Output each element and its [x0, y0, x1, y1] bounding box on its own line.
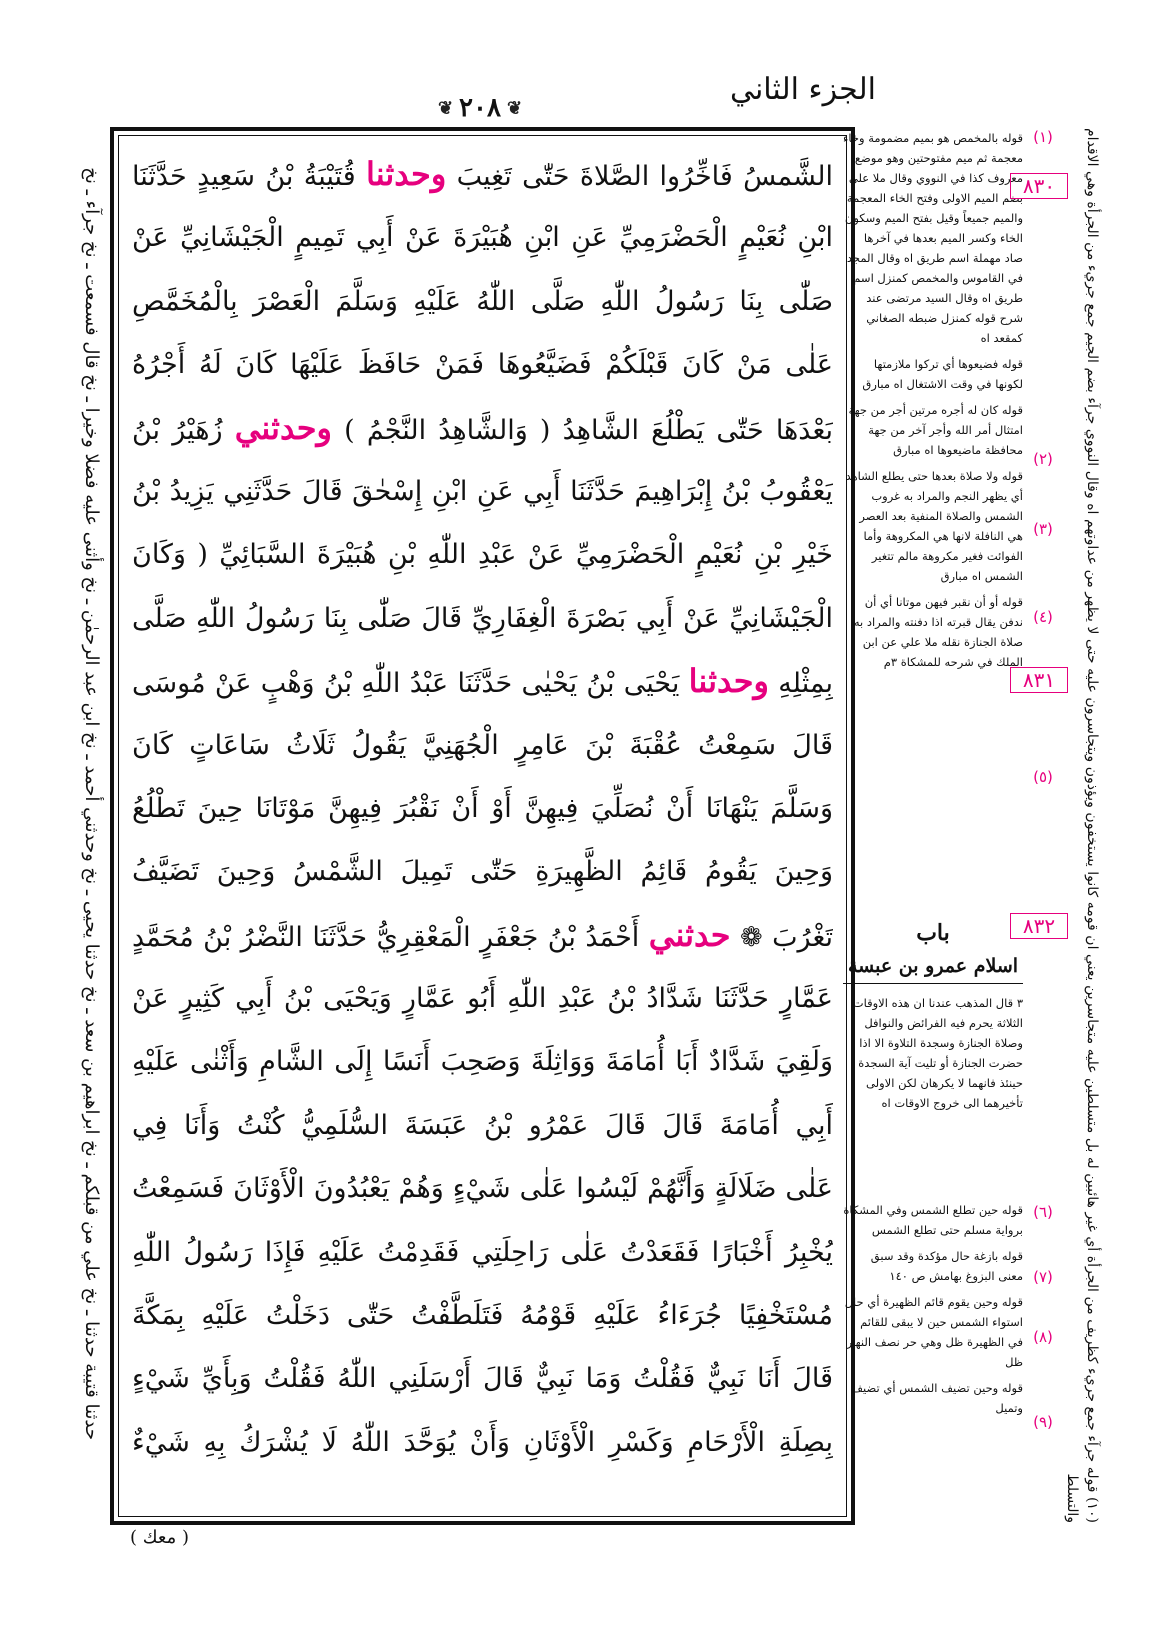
narrator-highlight: وحدثنا [688, 662, 769, 701]
text-line: عَلٰى مَنْ كَانَ قَبْلَكُمْ فَضَيَّعُوهَا فَمَنْ حَافَظَ عَلَيْهَا كَانَ لَهُ أَجْرُهُ [132, 349, 833, 381]
footnote-text: قوله فضيعوها أي تركوا ملازمتها لكونها في وقت الاشتغال اه مبارق [862, 357, 1023, 391]
chapter-note-text: ٣ قال المذهب عندنا ان هذه الاوقات الثلاثة يحرم فيه الفرائض والنوافل وصلاة الجنازة وسجدة التلاوة الا اذا حضرت الجنازة أو تليت آية السجدة حينئذ فانهما لا يكرهان لكن الاولى تأخيرهما الى خروج الاوقات اه [852, 996, 1023, 1110]
text-line: الشَّمسُ فَاخِّرُوا الصَّلاةَ حَتّٰى تَغِيبَ وحدثنا قُتَيْبَةُ بْنُ سَعِيدٍ حَدَّثَنَا [132, 155, 833, 193]
ornament-left-icon: ❦ [437, 97, 454, 119]
marker-5: (٥) [1033, 768, 1053, 786]
marker-4: (٤) [1033, 608, 1053, 626]
marker-3: (٣) [1033, 520, 1053, 538]
text-line: صَلّٰى بِنَا رَسُولُ اللّٰهِ صَلَّى اللّٰهُ عَلَيْهِ وَسَلَّمَ الْعَصْرَ بِالْمُخَمَّصِ [132, 285, 833, 317]
hadith-number-831: ٨٣١ [1010, 667, 1068, 693]
narrator-highlight: وحدثني [234, 408, 332, 447]
text-line: مُسْتَخْفِيًا جُرَءَاءُ عَلَيْهِ قَوْمُهُ فَتَلَطَّفْتُ حَتّٰى دَخَلْتُ عَلَيْهِ بِمَكَّةَ [132, 1300, 833, 1332]
page-number-text: ٢٠٨ [459, 93, 501, 123]
footnotes-column-2 [843, 1200, 1023, 1424]
narrator-highlight: حدثني [648, 915, 731, 954]
marker-2: (٢) [1033, 450, 1053, 468]
marker-6: (٦) [1033, 1203, 1053, 1221]
text-line: بِمِثْلِهِ وحدثنا يَحْيَى بْنُ يَحْيٰى حَدَّثَنَا عَبْدُ اللّٰهِ بْنُ وَهْبٍ عَنْ مُوسَى [132, 662, 833, 701]
text-line: وَحِينَ يَقُومُ قَائِمُ الظَّهِيرَةِ حَتّٰى تَمِيلَ الشَّمْسُ وَحِينَ تَضَيَّفُ [132, 856, 833, 888]
right-margin-gloss [1062, 128, 1102, 1523]
volume-title: الجزء الثاني [729, 72, 876, 107]
text-line: أَبِي أُمَامَةَ قَالَ قَالَ عَمْرُو بْنُ عَبَسَةَ السُّلَمِيُّ كُنْتُ وَأَنَا فِي [132, 1109, 833, 1141]
narrator-highlight: وحدثنا [365, 155, 447, 193]
text-line: عَلٰى ضَلَالَةٍ وَأَنَّهُمْ لَيْسُوا عَلٰى شَيْءٍ وَهُمْ يَعْبُدُونَ الْأَوْثَانَ فَسَمِعْتُ [132, 1173, 833, 1205]
footnote-text: قوله بازغة حال مؤكدة وقد سبق معنى البزوغ بهامش ص ١٤٠ [870, 1249, 1023, 1283]
text-line: وَلَقِيَ شَدَّادٌ أَبَا أُمَامَةَ وَوَاثِلَةَ وَصَحِبَ أَنَسًا إِلَى الشَّامِ وَأَثْنٰى عَلَيْهِ [132, 1046, 833, 1078]
hadith-number-832: ٨٣٢ [1010, 913, 1068, 939]
marker-9: (٩) [1033, 1413, 1053, 1431]
footnote-text: قوله وحين يقوم قائم الظهيرة أي حال استواء الشمس حين لا يبقى للقائم في الظهيرة ظل وهي حر نصف النهار ظل [844, 1295, 1023, 1369]
left-margin-gloss [16, 150, 106, 1440]
text-line: يَعْقُوبُ بْنُ إِبْرَاهِيمَ حَدَّثَنَا أَبِي عَنِ ابْنِ إِسْحٰقَ قَالَ حَدَّثَنِي يَزِيدُ بْنُ [132, 475, 833, 507]
footer-signature: ( معك ) [130, 1527, 189, 1548]
marker-1: (١) [1033, 128, 1053, 146]
text-line: وَسَلَّمَ يَنْهَانَا أَنْ نُصَلِّيَ فِيهِنَّ أَوْ أَنْ نَقْبُرَ فِيهِنَّ مَوْتَانَا حِينَ تَطْلُعُ [132, 792, 833, 824]
hadith-number-830: ٨٣٠ [1010, 173, 1068, 199]
text-line: عَمَّارٍ حَدَّثَنَا شَدَّادُ بْنُ عَبْدِ اللّٰهِ أَبُو عَمَّارٍ وَيَحْيَى بْنُ أَبِي كَثِيرٍ عَنْ [132, 983, 833, 1015]
chapter-subtitle: اسلام عمرو بن عبسة [843, 955, 1023, 984]
footnotes-column [843, 128, 1023, 678]
chapter-title: باب [916, 920, 950, 946]
hadith-text [132, 143, 833, 1474]
notes-group-1 [843, 128, 1023, 672]
footnote-text: قوله وحين تضيف الشمس أي تضيف وتميل [851, 1381, 1023, 1415]
text-line: تَغْرُبَ ❁ حدثني أَحْمَدُ بْنُ جَعْفَرٍ الْمَعْقِرِيُّ حَدَّثَنَا النَّضْرُ بْنُ مُحَمَّدٍ [132, 915, 833, 954]
notes-group-2 [843, 1200, 1023, 1418]
text-line: خَيْرِ بْنِ نُعَيْمٍ الْحَضْرَمِيِّ عَنْ عَبْدِ اللّٰهِ بْنِ هُبَيْرَةَ السَّبَائِيِّ ( وَكَانَ [132, 539, 833, 571]
footnote-text: قوله ولا صلاة بعدها حتى يطلع الشاهد أي يظهر النجم والمراد به غروب الشمس والصلاة المنفية بعد العصر هي النافلة لانها هي المكروهة وأما الفوائت فغير مكروهة مالم تتغير الشمس اه مبارق [845, 469, 1023, 583]
chapter-note [843, 993, 1023, 1113]
text-line: قَالَ سَمِعْتُ عُقْبَةَ بْنَ عَامِرٍ الْجُهَنِيَّ يَقُولُ ثَلَاثُ سَاعَاتٍ كَانَ [132, 729, 833, 761]
footnote-text: قوله أو أن نقبر فيهن موتانا أي أن ندفن يقال قبرته اذا دفنته والمراد به صلاة الجنازة نقله ملا علي عن ابن الملك في شرحه للمشكاة ٣م [853, 595, 1023, 669]
page-number [415, 88, 545, 128]
text-line: ابْنِ نُعَيْمٍ الْحَضْرَمِيِّ عَنِ ابْنِ هُبَيْرَةَ عَنْ أَبِي تَمِيمٍ الْجَيْشَانِيِّ عَنْ [132, 222, 833, 254]
footnote-text: قوله بالمخمص هو بميم مضمومة وخاء معجمة ثم ميم مفتوحتين وهو موضع معروف كذا في النووي وقال ملا علي بضم الميم الاولى وفتح الخاء المعجمة والميم جميعاً وقيل بفتح الميم وسكون الخاء وكسر الميم بعدها في آخرها صاد مهملة اسم طريق اه وقال المجد في القاموس والمخمص كمنزل اسم طريق اه وقال السيد مرتضى عند شرح قوله كمنزل ضبطه الصغاني كمقعد اه [842, 131, 1023, 345]
ornament-right-icon: ❦ [506, 97, 523, 119]
text-line: الْجَيْشَانِيِّ عَنْ أَبِي بَصْرَةَ الْغِفَارِيِّ قَالَ صَلّٰى بِنَا رَسُولُ اللّٰهِ صَلَّى [132, 602, 833, 634]
marker-7: (٧) [1033, 1268, 1053, 1286]
main-text-frame [110, 127, 855, 1525]
text-line: يُخْبِرُ أَخْبَارًا فَقَعَدْتُ عَلٰى رَاحِلَتِي فَقَدِمْتُ عَلَيْهِ فَإِذَا رَسُولُ اللّٰهِ [132, 1236, 833, 1268]
text-line: قَالَ أَنَا نَبِيٌّ فَقُلْتُ وَمَا نَبِيٌّ قَالَ أَرْسَلَنِي اللّٰهُ فَقُلْتُ وَبِأَيِّ شَيْءٍ [132, 1363, 833, 1395]
left-gloss-text: حدثنا قتيبة حدثنا ـ نخ علي من قبلكم ـ نخ ابراهيم بن سعد ـ نخ حدثنا يحيى ـ نخ وحدثني أحمد ـ نخ ابن عبد الرحمٰن ـ نخ وأثنى عليه فضلا وخيرا ـ نخ قال فسمعت ـ نخ جرآء ـ نخ [81, 167, 102, 1440]
marker-8: (٨) [1033, 1328, 1053, 1346]
text-line: بِصِلَةِ الْأَرْحَامِ وَكَسْرِ الْأَوْثَانِ وَأَنْ يُوَحَّدَ اللّٰهُ لَا يُشْرَكُ بِهِ شَيْءٌ [132, 1426, 833, 1458]
text-line: بَعْدَهَا حَتّٰى يَطْلُعَ الشَّاهِدُ ( وَالشَّاهِدُ النَّجْمُ ) وحدثني زُهَيْرُ بْنُ [132, 408, 833, 447]
right-gloss-text: (١٠) قوله جرآء جمع جريء كظريف من الجرأة أي غير هائبين له بل متسلطين عليه متجاسرين يعني ان قومه كانوا يستخفون ويؤذون ويتجاسرون عليه حتى لا يظهر من عداوتهم اه وقال النووي جرآء بضم الجيم جمع جريء من الجرأة وهي الاقدام والتسلط [1064, 128, 1100, 1523]
footnote-text: قوله حين تطلع الشمس وفي المشكاة برواية مسلم حتى تطلع الشمس [843, 1203, 1023, 1237]
footnote-text: قوله كان له أجره مرتين أجر من جهة امتثال أمر الله وأجر آخر من جهة محافظة ماضيعوها اه مبارق [848, 403, 1023, 457]
